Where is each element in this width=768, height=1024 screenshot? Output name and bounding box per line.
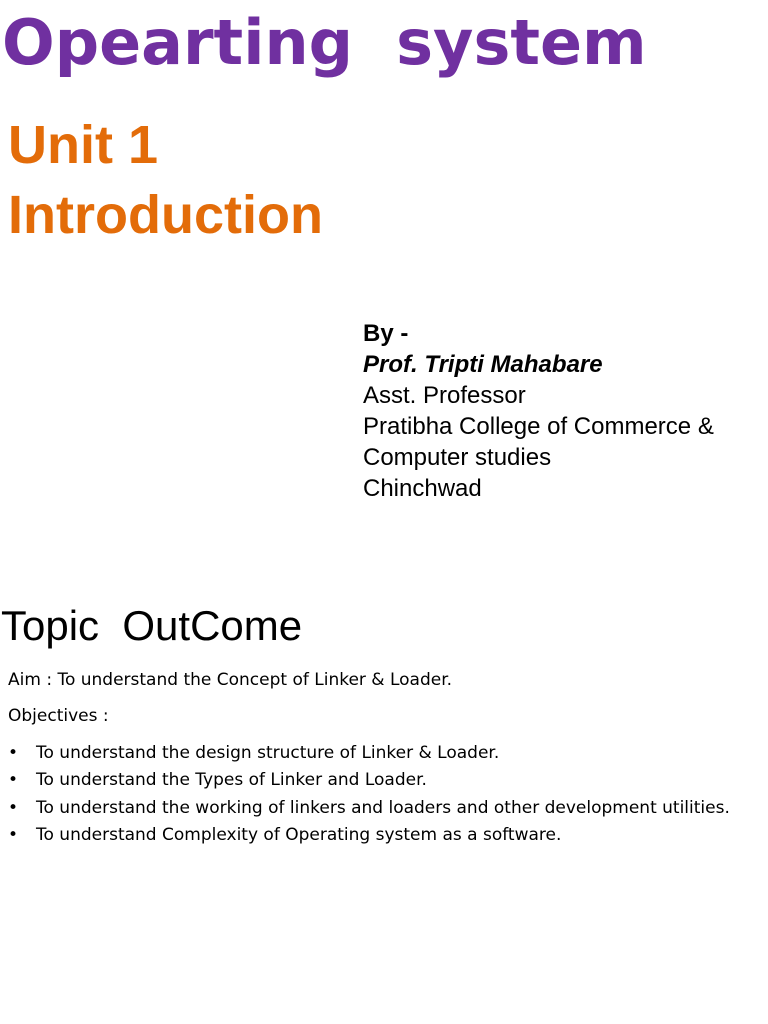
unit-heading [8, 110, 323, 250]
topic-outcome-heading: Topic OutCome [1, 602, 303, 649]
author-name: Prof. Tripti Mahabare [363, 351, 603, 378]
unit-number: Unit 1 [8, 115, 159, 175]
author-college-line-2: Computer studies [363, 444, 552, 471]
bullet-icon: • [8, 770, 19, 791]
author-block [363, 318, 714, 504]
unit-subtitle: Introduction [8, 185, 323, 245]
aim-text: Aim : To understand the Concept of Linker & Loader. [8, 670, 453, 690]
objective-text: To understand the Types of Linker and Loader. [36, 770, 427, 791]
objective-text: To understand Complexity of Operating system as a software. [36, 824, 562, 845]
objectives-label: Objectives : [8, 706, 109, 726]
list-item [8, 795, 730, 822]
objective-text: To understand the design structure of Linker & Loader. [36, 743, 500, 763]
list-item [8, 740, 730, 767]
objective-text: To understand the working of linkers and loaders and other development utilities. [36, 797, 730, 818]
objectives-list [8, 740, 730, 849]
document-title: Opearting system [2, 6, 647, 79]
author-by-label: By - [363, 320, 409, 347]
author-college-line-1: Pratibha College of Commerce & [363, 413, 714, 440]
bullet-icon: • [8, 743, 19, 763]
list-item [8, 822, 730, 849]
bullet-icon: • [8, 797, 19, 818]
bullet-icon: • [8, 824, 19, 845]
list-item [8, 767, 730, 794]
author-position: Asst. Professor [363, 382, 526, 409]
author-location: Chinchwad [363, 475, 482, 502]
